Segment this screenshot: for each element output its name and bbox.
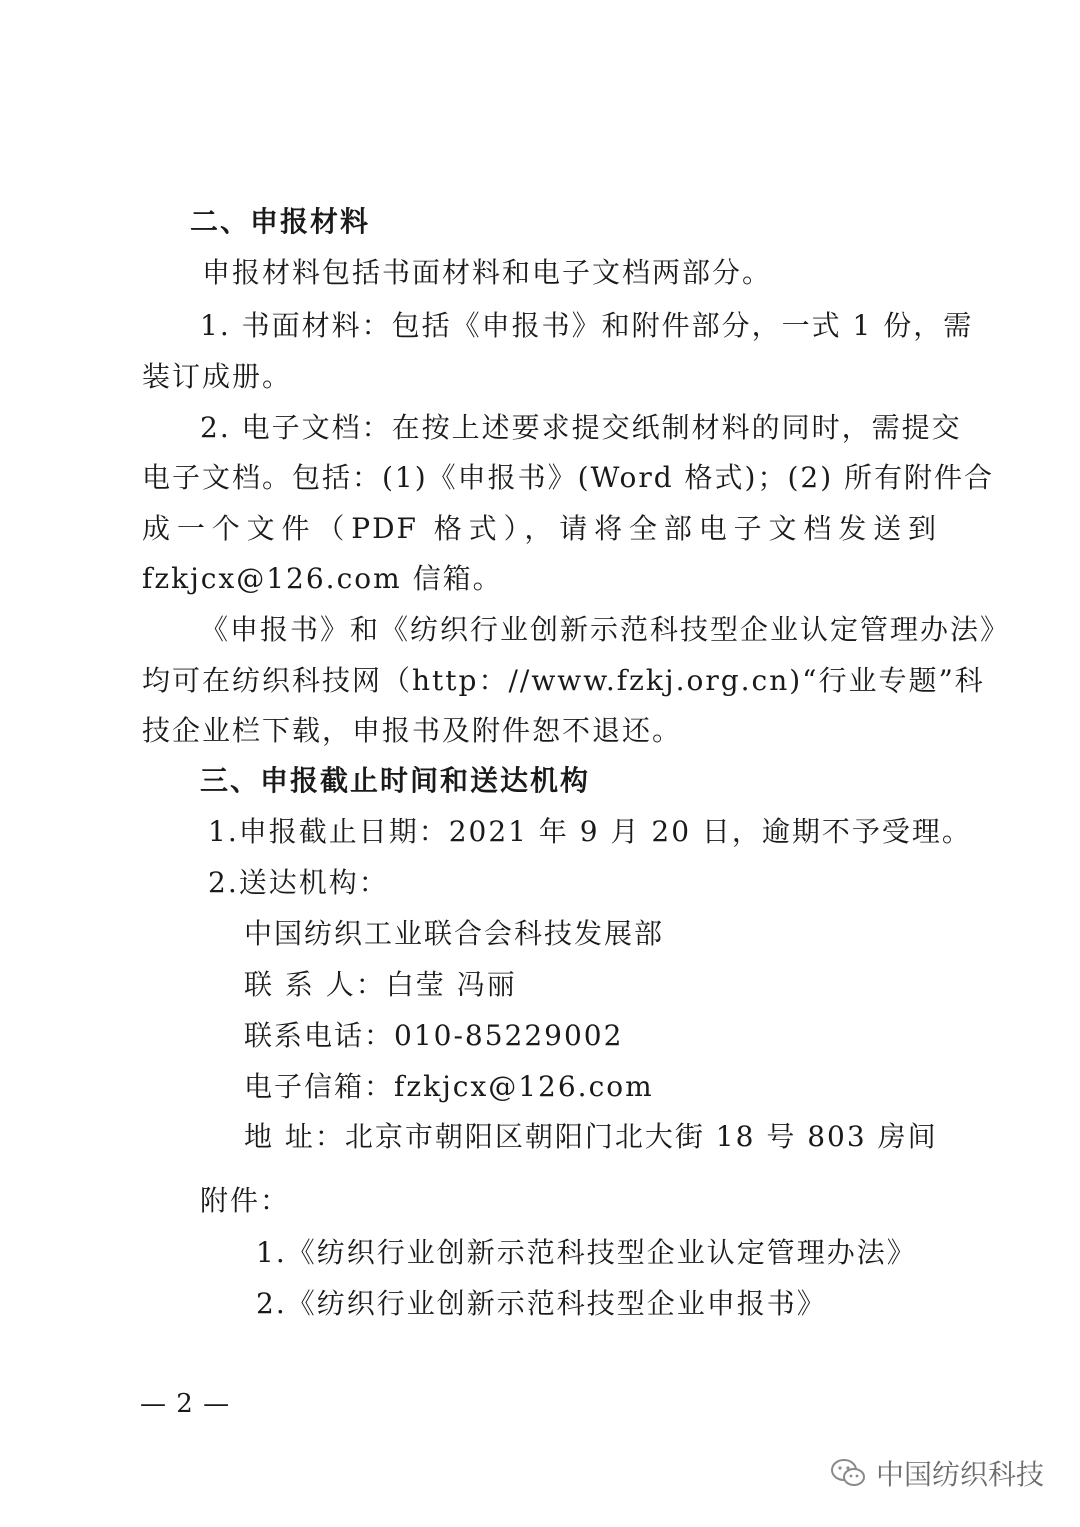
contact-person: 联 系 人：白莹 冯丽 (244, 968, 517, 1001)
section-2-item-2-line-2: 电子文档。包括：(1)《申报书》(Word 格式)；(2) 所有附件合 (142, 461, 995, 494)
section-2-intro: 申报材料包括书面材料和电子文档两部分。 (202, 256, 773, 289)
page-number: — 2 — (140, 1389, 231, 1419)
contact-email: 电子信箱：fzkjcx@126.com (244, 1070, 654, 1103)
section-3-item-1: 1.申报截止日期：2021 年 9 月 20 日，逾期不予受理。 (208, 815, 972, 848)
section-2-note-line-1: 《申报书》和《纺织行业创新示范科技型企业认定管理办法》 (200, 613, 1011, 646)
section-2-heading: 二、申报材料 (190, 205, 371, 238)
section-2-item-2-line-3: 成一个文件（PDF 格式），请将全部电子文档发送到 (142, 512, 938, 545)
section-3-heading: 三、申报截止时间和送达机构 (200, 764, 591, 797)
contact-address: 地 址：北京市朝阳区朝阳门北大街 18 号 803 房间 (244, 1120, 938, 1153)
section-2-item-2-line-4: fzkjcx@126.com 信箱。 (142, 562, 503, 595)
wechat-icon (830, 1458, 866, 1488)
section-2-item-1-line-1: 1. 书面材料：包括《申报书》和附件部分，一式 1 份，需 (200, 309, 974, 342)
section-2-note-line-3: 技企业栏下载，申报书及附件恕不退还。 (142, 714, 683, 747)
attachment-item-2: 2.《纺织行业创新示范科技型企业申报书》 (256, 1287, 827, 1320)
contact-phone: 联系电话：010-85229002 (244, 1019, 624, 1052)
attachment-item-1: 1.《纺织行业创新示范科技型企业认定管理办法》 (256, 1236, 917, 1269)
wechat-watermark (830, 1453, 1044, 1493)
section-2-item-2-line-1: 2. 电子文档：在按上述要求提交纸制材料的同时，需提交 (200, 411, 962, 444)
watermark-text: 中国纺织科技 (875, 1458, 1044, 1491)
section-2-item-1-line-2: 装订成册。 (142, 360, 293, 393)
section-3-item-2: 2.送达机构： (208, 866, 389, 899)
section-2-note-line-2: 均可在纺织科技网（http：//www.fzkj.org.cn)“行业专题”科 (142, 664, 985, 697)
recipient-organization: 中国纺织工业联合会科技发展部 (244, 917, 665, 950)
attachments-label: 附件： (200, 1184, 291, 1217)
